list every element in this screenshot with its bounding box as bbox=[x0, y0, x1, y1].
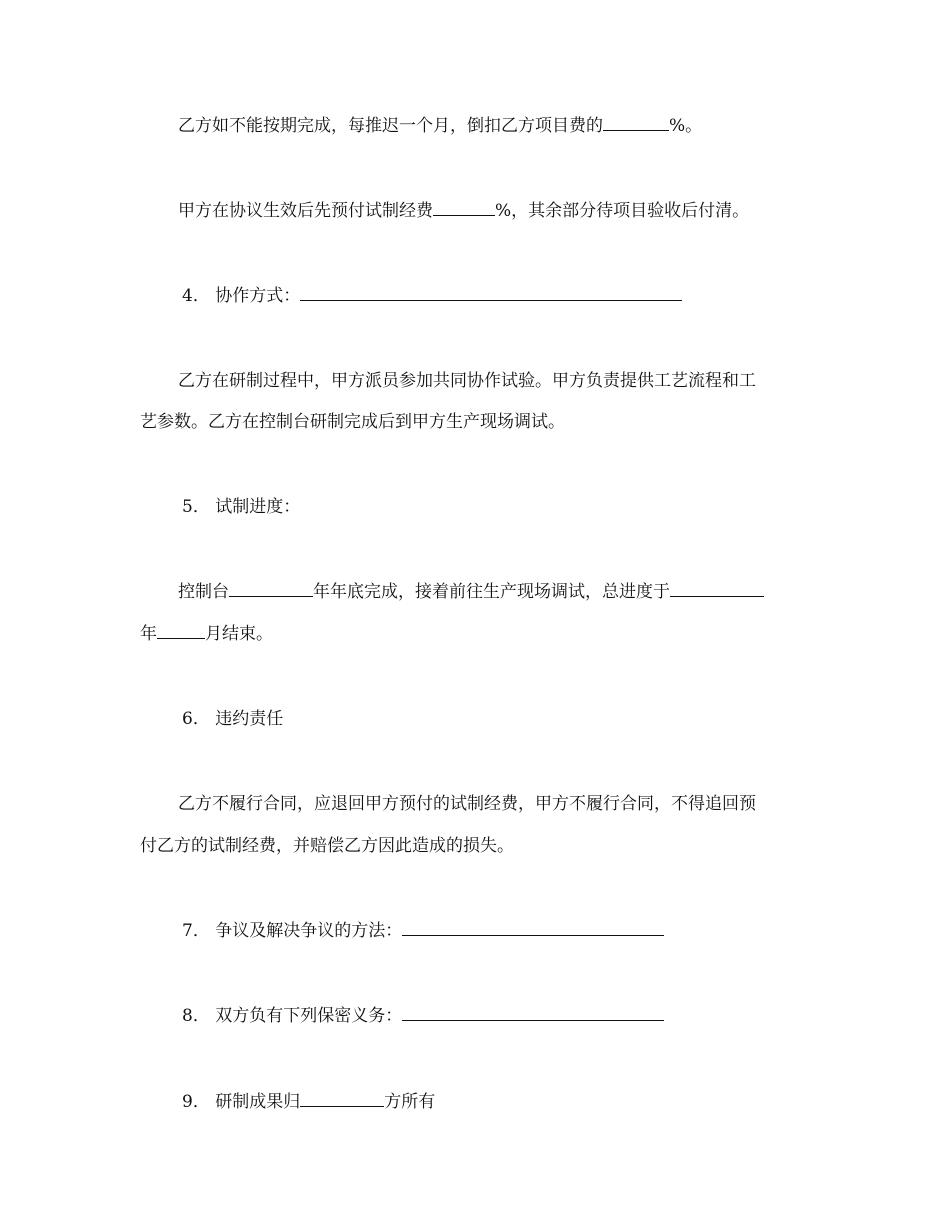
penalty-suffix: %。 bbox=[669, 116, 703, 136]
item-5-label: 试制进度： bbox=[215, 497, 301, 517]
cooperation-paragraph-line-1: 乙方在研制过程中，甲方派员参加共同协作试验。甲方负责提供工艺流程和工 bbox=[178, 371, 756, 391]
item-4-number: 4． bbox=[182, 286, 210, 306]
item-4-label: 协作方式： bbox=[215, 286, 301, 306]
item-7-dispute-resolution bbox=[182, 920, 664, 942]
final-year-blank[interactable] bbox=[670, 581, 764, 597]
schedule-paragraph-line-1 bbox=[178, 581, 764, 603]
item-4-cooperation-method bbox=[182, 285, 682, 307]
item-8-number: 8． bbox=[182, 1006, 210, 1026]
prepayment-suffix: %，其余部分待项目验收后付清。 bbox=[495, 201, 750, 221]
item-8-confidentiality bbox=[182, 1005, 664, 1027]
penalty-percent-blank[interactable] bbox=[603, 115, 669, 131]
dispute-resolution-blank[interactable] bbox=[402, 920, 664, 936]
item-9-ownership bbox=[182, 1091, 435, 1113]
item-8-label: 双方负有下列保密义务： bbox=[215, 1006, 403, 1026]
liability-paragraph-line-1: 乙方不履行合同，应退回甲方预付的试制经费，甲方不履行合同，不得追回预 bbox=[178, 794, 756, 814]
item-6-number: 6． bbox=[182, 709, 210, 729]
item-9-label-a: 研制成果归 bbox=[215, 1092, 301, 1112]
item-7-label: 争议及解决争议的方法： bbox=[215, 921, 403, 941]
cooperation-method-blank[interactable] bbox=[300, 285, 682, 301]
ownership-party-blank[interactable] bbox=[300, 1091, 384, 1107]
schedule-year-label: 年 bbox=[140, 624, 157, 644]
item-9-number: 9． bbox=[182, 1092, 210, 1112]
item-7-number: 7． bbox=[182, 921, 210, 941]
penalty-clause bbox=[178, 115, 702, 137]
schedule-text-d: 月结束。 bbox=[205, 624, 273, 644]
liability-paragraph-line-2: 付乙方的试制经费，并赔偿乙方因此造成的损失。 bbox=[140, 836, 514, 856]
item-6-liability bbox=[182, 708, 283, 730]
schedule-text-a: 控制台 bbox=[178, 582, 229, 602]
item-5-number: 5． bbox=[182, 497, 210, 517]
penalty-text: 乙方如不能按期完成，每推迟一个月，倒扣乙方项目费的 bbox=[178, 116, 603, 136]
cooperation-paragraph-line-2: 艺参数。乙方在控制台研制完成后到甲方生产现场调试。 bbox=[140, 412, 565, 432]
prepayment-clause bbox=[178, 200, 749, 222]
schedule-text-b: 年年底完成，接着前往生产现场调试，总进度于 bbox=[313, 582, 670, 602]
prepayment-percent-blank[interactable] bbox=[433, 200, 495, 216]
item-9-label-b: 方所有 bbox=[384, 1092, 436, 1112]
schedule-paragraph-line-2 bbox=[140, 623, 273, 645]
confidentiality-blank[interactable] bbox=[402, 1005, 664, 1021]
item-5-schedule bbox=[182, 496, 300, 518]
completion-year-blank[interactable] bbox=[229, 581, 313, 597]
prepayment-text: 甲方在协议生效后先预付试制经费 bbox=[178, 201, 433, 221]
final-month-blank[interactable] bbox=[157, 623, 205, 639]
item-6-label: 违约责任 bbox=[215, 709, 284, 729]
